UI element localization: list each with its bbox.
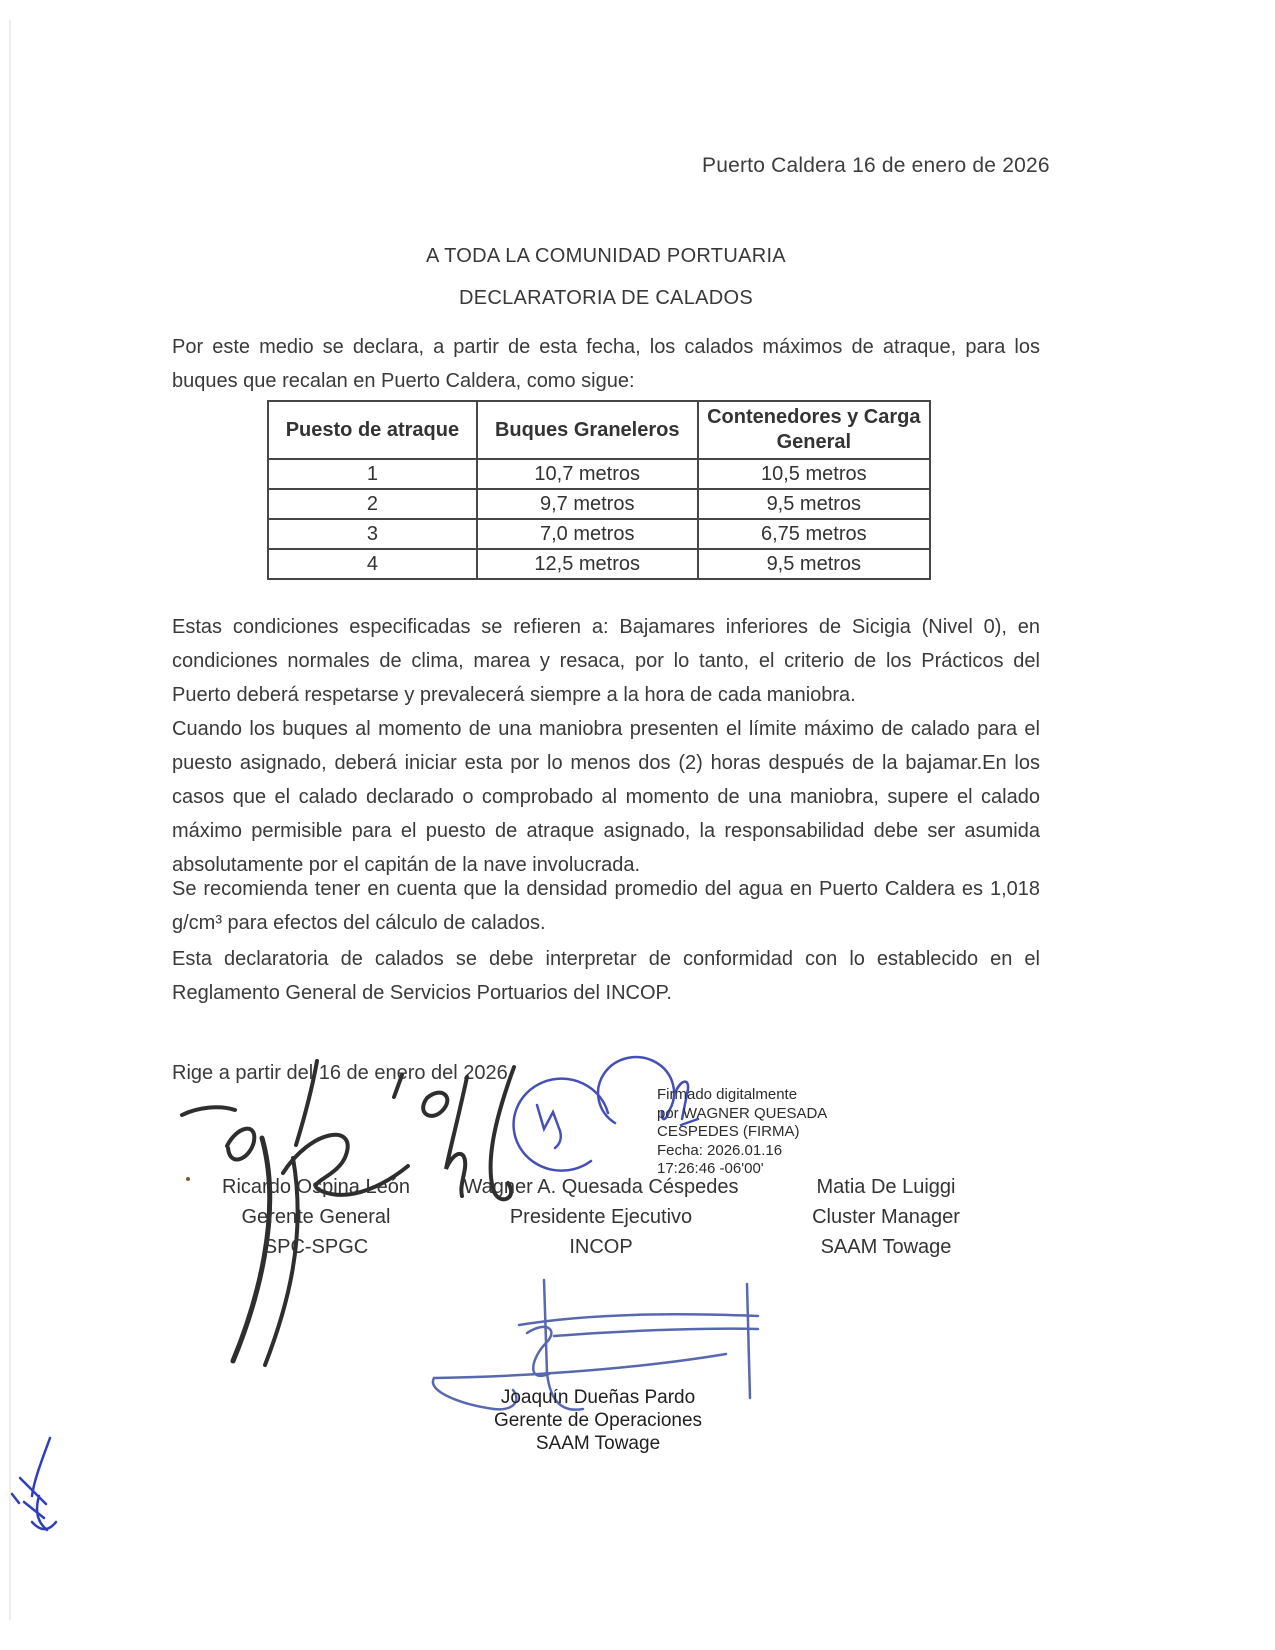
table-row: [268, 489, 930, 519]
paragraph-effective-date: Rige a partir del 16 de enero del 2026.: [172, 1062, 514, 1084]
paragraph-intro: Por este medio se declara, a partir de esta fecha, los calados máximos de atraque, para los buques que recalan en Puerto Caldera, como sigue:: [172, 336, 1040, 392]
table-row: [268, 459, 930, 489]
cell-contenedores: 6,75 metros: [698, 519, 930, 549]
cell-puesto: 4: [268, 549, 477, 579]
cell-graneleros: 7,0 metros: [477, 519, 698, 549]
signatory-name: Joaquín Dueñas Pardo: [500, 1387, 696, 1408]
paragraph-interpretation: Esta declaratoria de calados se debe interpretar de conformidad con lo establecido en el Reglamento General de Servicios Portuarios del INCOP.: [172, 948, 1040, 1004]
signatory-block-ricardo: [216, 1172, 416, 1262]
signatory-name: Ricardo Ospina León: [222, 1176, 410, 1198]
paragraph-density: Se recomienda tener en cuenta que la densidad promedio del agua en Puerto Caldera es 1,018 g/cm³ para efectos del cálculo de calados.: [172, 878, 1040, 934]
signatory-org: SAAM Towage: [820, 1236, 952, 1258]
cell-contenedores: 9,5 metros: [698, 549, 930, 579]
signatory-title: Gerente General: [241, 1206, 391, 1228]
digital-signature-line: por WAGNER QUESADA: [657, 1104, 828, 1122]
date-line: Puerto Caldera 16 de enero de 2026: [702, 154, 1050, 177]
column-header-puesto: Puesto de atraque: [268, 401, 477, 459]
signatory-title: Gerente de Operaciones: [493, 1410, 703, 1431]
digital-signature-line: CESPEDES (FIRMA): [657, 1123, 800, 1140]
document-subtitle: DECLARATORIA DE CALADOS: [458, 287, 754, 309]
cell-contenedores: 10,5 metros: [698, 459, 930, 489]
cell-puesto: 1: [268, 459, 477, 489]
paragraph-maneuver: Cuando los buques al momento de una maniobra presenten el límite máximo de calado para el puesto asignado, deberá iniciar esta por lo menos dos (2) horas después de la bajamar.En los casos que el calado declarado o comprobado al momento de una maniobra, supere el calado máximo permisible para el puesto de atraque asignado, la responsabilidad debe ser asumida absolutamente por el capitán de la nave involucrada.: [172, 718, 1040, 876]
signatory-name: Matia De Luiggi: [816, 1176, 956, 1198]
column-header-contenedores: Contenedores y Carga General: [698, 401, 930, 459]
table-row: [268, 519, 930, 549]
cell-graneleros: 9,7 metros: [477, 489, 698, 519]
signatory-block-joaquin: [448, 1386, 748, 1455]
ink-speck: [186, 1177, 190, 1181]
cell-contenedores: 9,5 metros: [698, 489, 930, 519]
cell-graneleros: 10,7 metros: [477, 459, 698, 489]
signatory-title: Presidente Ejecutivo: [509, 1206, 693, 1228]
signatory-block-wagner: [451, 1172, 751, 1262]
pen-scribble-artifact: [8, 1430, 70, 1538]
table-row: [268, 549, 930, 579]
document-title: A TODA LA COMUNIDAD PORTUARIA: [426, 245, 786, 267]
signatory-org: SAAM Towage: [535, 1433, 661, 1454]
digital-signature-text: [657, 1086, 847, 1179]
signatory-block-matia: [786, 1172, 986, 1262]
cell-graneleros: 12,5 metros: [477, 549, 698, 579]
draft-limits-table: [267, 400, 931, 580]
cell-puesto: 3: [268, 519, 477, 549]
digital-signature-line: Fecha: 2026.01.16: [657, 1141, 783, 1159]
cell-puesto: 2: [268, 489, 477, 519]
signatory-title: Cluster Manager: [812, 1206, 960, 1228]
signatory-name: Wagner A. Quesada Céspedes: [463, 1176, 739, 1198]
signatory-org: INCOP: [569, 1236, 633, 1258]
column-header-graneleros: Buques Graneleros: [477, 401, 698, 459]
paragraph-conditions: Estas condiciones especificadas se refieren a: Bajamares inferiores de Sicigia (Nivel 0), en condiciones normales de clima, marea y resaca, por lo tanto, el criterio de los Prácticos del Puerto deberá respetarse y prevalecerá siempre a la hora de cada maniobra.: [172, 616, 1040, 706]
digital-signature-line: Firmado digitalmente: [657, 1086, 798, 1103]
signatory-org: SPC-SPGC: [263, 1236, 369, 1258]
table-header-row: [268, 401, 930, 459]
scan-edge-artifact: [9, 20, 11, 1620]
digital-signature-line: 17:26:46 -06'00': [657, 1160, 764, 1177]
